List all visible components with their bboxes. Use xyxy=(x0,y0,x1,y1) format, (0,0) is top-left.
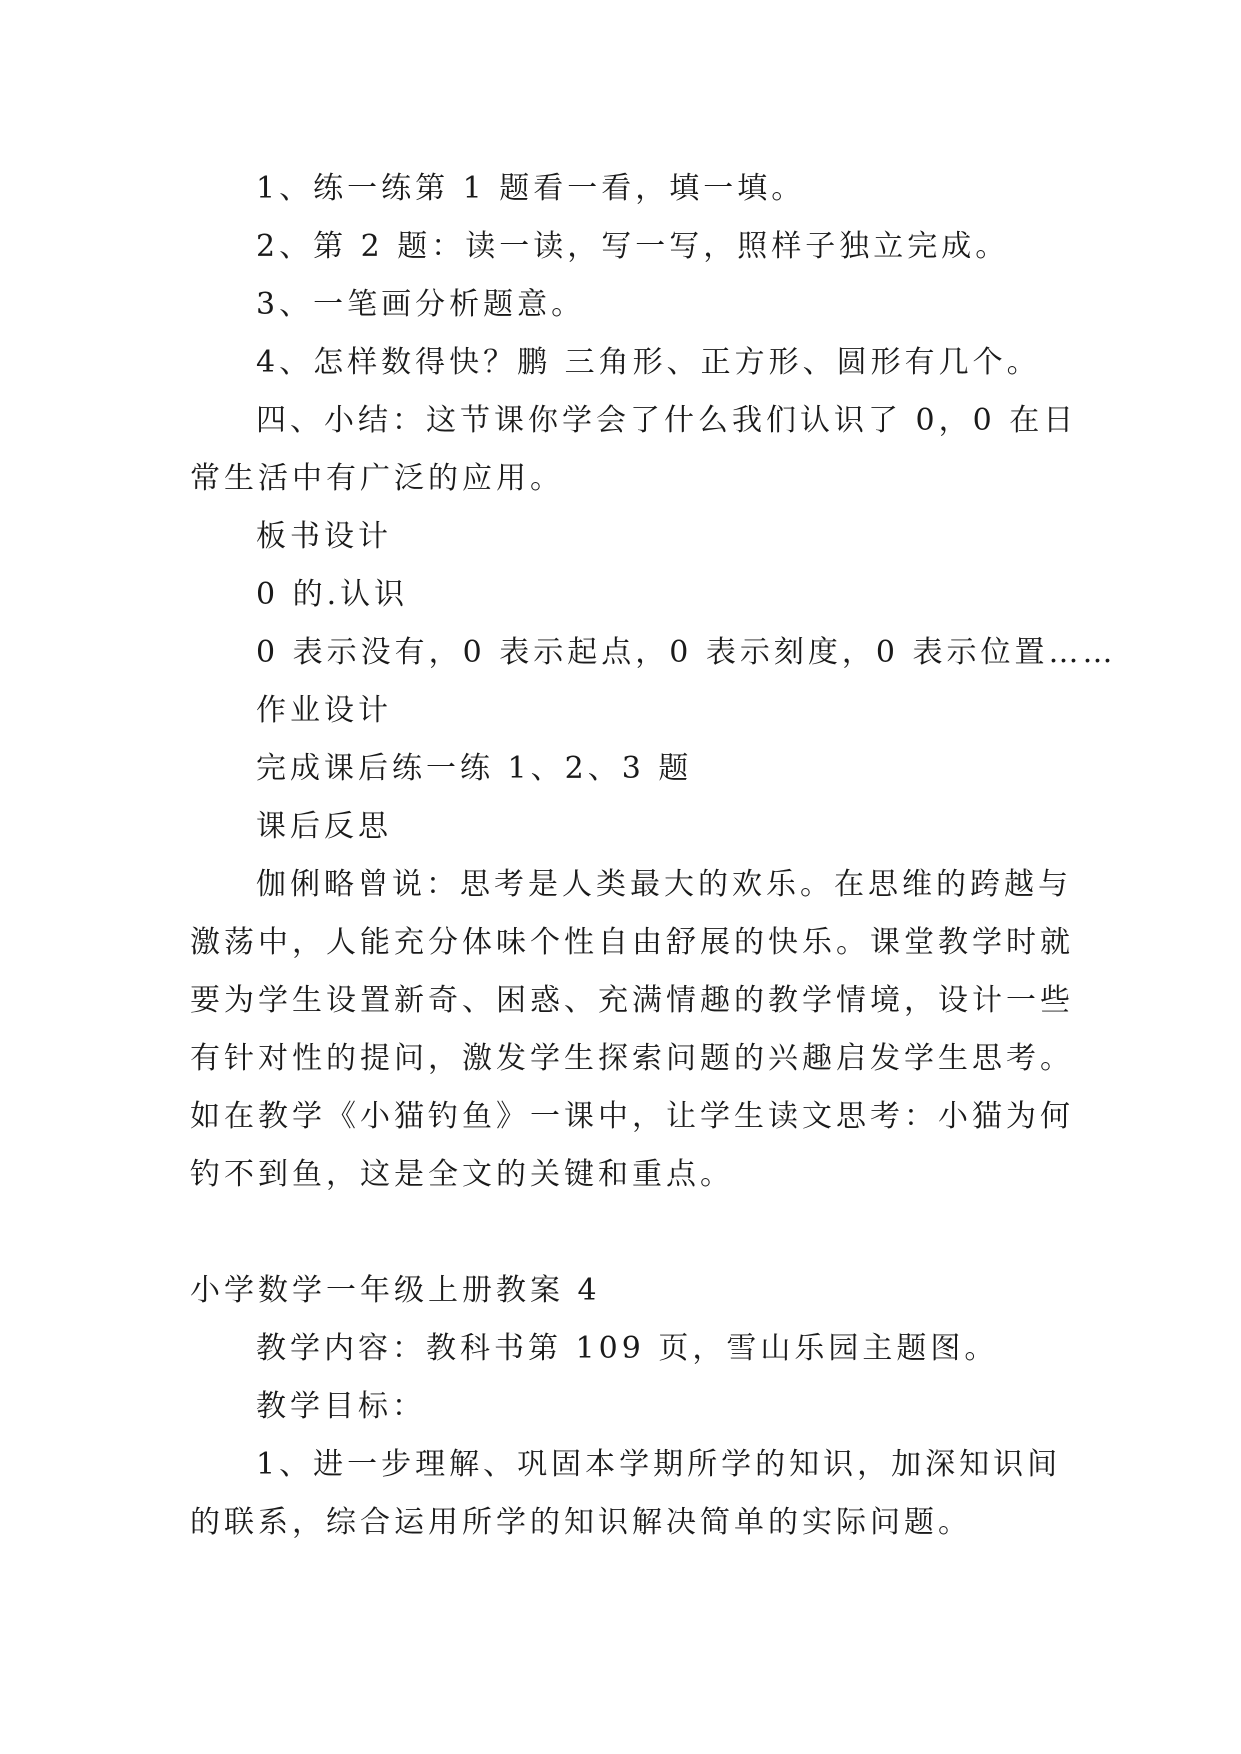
text-line: 教学内容：教科书第 109 页，雪山乐园主题图。 xyxy=(256,1331,999,1366)
text-line: 常生活中有广泛的应用。 xyxy=(190,461,564,496)
blank-line xyxy=(190,1204,1060,1262)
document-page xyxy=(190,160,1117,1552)
text-line: 小学数学一年级上册教案 4 xyxy=(190,1273,601,1308)
text-line: 四、小结：这节课你学会了什么我们认识了 0，0 在日 xyxy=(256,403,1078,438)
text-line: 激荡中，人能充分体味个性自由舒展的快乐。课堂教学时就 xyxy=(190,925,1074,960)
text-line: 伽俐略曾说：思考是人类最大的欢乐。在思维的跨越与 xyxy=(256,867,1072,902)
text-line: 如在教学《小猫钓鱼》一课中，让学生读文思考：小猫为何 xyxy=(190,1099,1074,1134)
text-line: 的联系，综合运用所学的知识解决简单的实际问题。 xyxy=(190,1505,972,1540)
text-line: 教学目标： xyxy=(256,1389,426,1424)
text-line: 要为学生设置新奇、困惑、充满情趣的教学情境，设计一些 xyxy=(190,983,1074,1018)
text-line: 2、第 2 题：读一读，写一写，照样子独立完成。 xyxy=(256,229,1010,264)
text-line: 钓不到鱼，这是全文的关键和重点。 xyxy=(190,1157,734,1192)
text-line: 完成课后练一练 1、2、3 题 xyxy=(256,751,693,786)
text-line: 1、练一练第 1 题看一看，填一填。 xyxy=(256,171,806,206)
text-line: 4、怎样数得快？鹏 三角形、正方形、圆形有几个。 xyxy=(256,345,1041,380)
text-line: 课后反思 xyxy=(256,809,392,844)
text-line: 0 的.认识 xyxy=(256,577,409,612)
text-line: 作业设计 xyxy=(256,693,392,728)
text-line: 1、进一步理解、巩固本学期所学的知识，加深知识间 xyxy=(256,1447,1062,1482)
text-line: 3、一笔画分析题意。 xyxy=(256,287,586,322)
text-line: 板书设计 xyxy=(256,519,392,554)
text-line: 有针对性的提问，激发学生探索问题的兴趣启发学生思考。 xyxy=(190,1041,1074,1076)
text-line: 0 表示没有，0 表示起点，0 表示刻度，0 表示位置…… xyxy=(256,635,1117,670)
